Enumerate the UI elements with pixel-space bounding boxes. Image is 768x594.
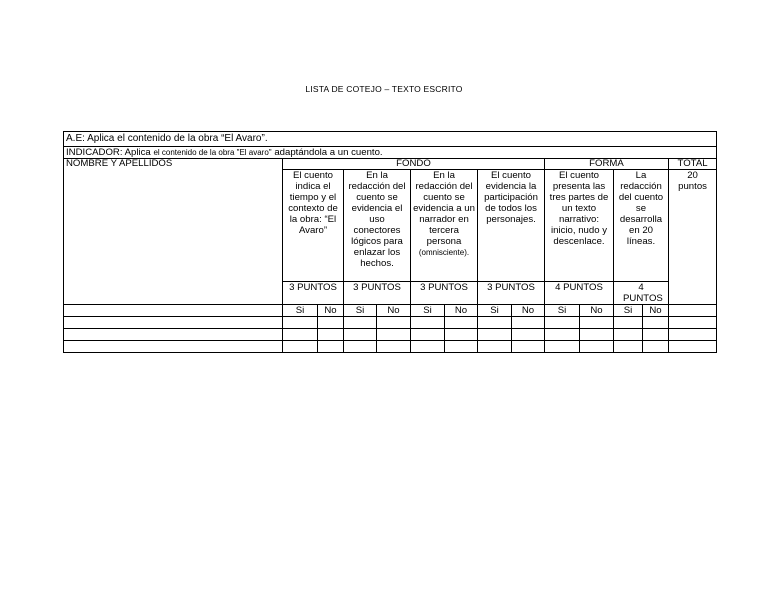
check-cell[interactable] xyxy=(344,329,377,341)
name-header-cell xyxy=(64,159,283,305)
group-total: TOTAL xyxy=(669,159,717,170)
student-row xyxy=(64,317,717,329)
check-cell[interactable] xyxy=(411,329,445,341)
check-cell[interactable] xyxy=(344,341,377,353)
total-score-cell[interactable] xyxy=(669,317,717,329)
check-cell[interactable] xyxy=(283,341,318,353)
check-cell[interactable] xyxy=(512,329,545,341)
points-6 xyxy=(614,282,669,305)
criterion-3-small: (omnisciente). xyxy=(418,248,470,257)
check-cell[interactable] xyxy=(318,317,344,329)
criterion-3 xyxy=(411,170,478,282)
points-1: 3 PUNTOS xyxy=(283,282,344,305)
points-4: 3 PUNTOS xyxy=(478,282,545,305)
criterion-1-text: El cuento indica el tiempo y el contexto de la obra: “El Avaro” xyxy=(288,170,338,236)
total-cell xyxy=(669,170,717,305)
criterion-5 xyxy=(545,170,614,282)
check-cell[interactable] xyxy=(377,317,411,329)
check-cell[interactable] xyxy=(283,329,318,341)
si-header: Si xyxy=(283,305,318,317)
no-header: No xyxy=(445,305,478,317)
criterion-2 xyxy=(344,170,411,282)
check-cell[interactable] xyxy=(512,317,545,329)
indicador-label: INDICADOR: Aplica xyxy=(66,147,151,158)
check-cell[interactable] xyxy=(643,341,669,353)
check-cell[interactable] xyxy=(545,317,580,329)
check-cell[interactable] xyxy=(377,329,411,341)
si-header: Si xyxy=(478,305,512,317)
si-header: Si xyxy=(344,305,377,317)
group-header-row xyxy=(64,159,717,170)
criterion-4-text: El cuento evidencia la participación de todos los personajes. xyxy=(484,170,538,225)
check-cell[interactable] xyxy=(445,329,478,341)
criterion-4 xyxy=(478,170,545,282)
check-cell[interactable] xyxy=(643,329,669,341)
ae-cell: A.E: Aplica el contenido de la obra “El Avaro”. xyxy=(64,132,717,147)
total-score-cell[interactable] xyxy=(669,329,717,341)
criterion-1 xyxy=(283,170,344,282)
criterion-6-text: La redacción del cuento se desarrolla en 20 líneas. xyxy=(618,170,664,247)
student-name-cell[interactable] xyxy=(64,341,283,353)
si-no-row xyxy=(64,305,717,317)
student-row xyxy=(64,329,717,341)
no-header: No xyxy=(580,305,614,317)
check-cell[interactable] xyxy=(614,317,643,329)
student-name-cell[interactable] xyxy=(64,317,283,329)
check-cell[interactable] xyxy=(445,317,478,329)
check-cell[interactable] xyxy=(344,317,377,329)
criterion-5-text: El cuento presenta las tres partes de un texto narrativo: inicio, nudo y descenlace. xyxy=(549,170,609,247)
total-score-cell[interactable] xyxy=(669,341,717,353)
check-cell[interactable] xyxy=(478,329,512,341)
check-cell[interactable] xyxy=(580,329,614,341)
no-header: No xyxy=(643,305,669,317)
points-5: 4 PUNTOS xyxy=(545,282,614,305)
criterion-2-text: En la redacción del cuento se evidencia el uso conectores lógicos para enlazar los hechos. xyxy=(348,170,406,269)
indicador-small-text: el contenido de la obra "El avaro" xyxy=(153,148,272,157)
group-forma: FORMA xyxy=(545,159,669,170)
check-cell[interactable] xyxy=(411,317,445,329)
check-cell[interactable] xyxy=(614,341,643,353)
check-cell[interactable] xyxy=(580,317,614,329)
student-name-cell[interactable] xyxy=(64,329,283,341)
ae-row xyxy=(64,132,717,147)
total-points: 20 puntos xyxy=(678,170,707,192)
check-cell[interactable] xyxy=(445,341,478,353)
points-2: 3 PUNTOS xyxy=(344,282,411,305)
check-cell[interactable] xyxy=(545,341,580,353)
document-title: LISTA DE COTEJO – TEXTO ESCRITO xyxy=(305,84,463,94)
si-header: Si xyxy=(545,305,580,317)
indicador-rest: adaptándola a un cuento. xyxy=(274,147,383,158)
criterion-3-text: En la redacción del cuento se evidencia a un narrador en tercera persona xyxy=(413,170,475,247)
indicador-row xyxy=(64,147,717,159)
no-header: No xyxy=(377,305,411,317)
check-cell[interactable] xyxy=(614,329,643,341)
total-column-cell xyxy=(669,305,717,317)
check-cell[interactable] xyxy=(411,341,445,353)
group-fondo: FONDO xyxy=(283,159,545,170)
si-header: Si xyxy=(411,305,445,317)
points-3: 3 PUNTOS xyxy=(411,282,478,305)
check-cell[interactable] xyxy=(580,341,614,353)
check-cell[interactable] xyxy=(478,317,512,329)
criterion-6 xyxy=(614,170,669,282)
check-cell[interactable] xyxy=(318,341,344,353)
check-cell[interactable] xyxy=(545,329,580,341)
no-header: No xyxy=(318,305,344,317)
points-6-text: 4 PUNTOS xyxy=(623,282,663,304)
checklist-table xyxy=(63,131,717,353)
check-cell[interactable] xyxy=(512,341,545,353)
check-cell[interactable] xyxy=(377,341,411,353)
si-header: Si xyxy=(614,305,643,317)
check-cell[interactable] xyxy=(478,341,512,353)
check-cell[interactable] xyxy=(318,329,344,341)
indicador-cell xyxy=(64,147,717,159)
student-row xyxy=(64,341,717,353)
check-cell[interactable] xyxy=(643,317,669,329)
name-header: NOMBRE Y APELLIDOS xyxy=(66,158,173,169)
name-column-spacer xyxy=(64,305,283,317)
check-cell[interactable] xyxy=(283,317,318,329)
no-header: No xyxy=(512,305,545,317)
